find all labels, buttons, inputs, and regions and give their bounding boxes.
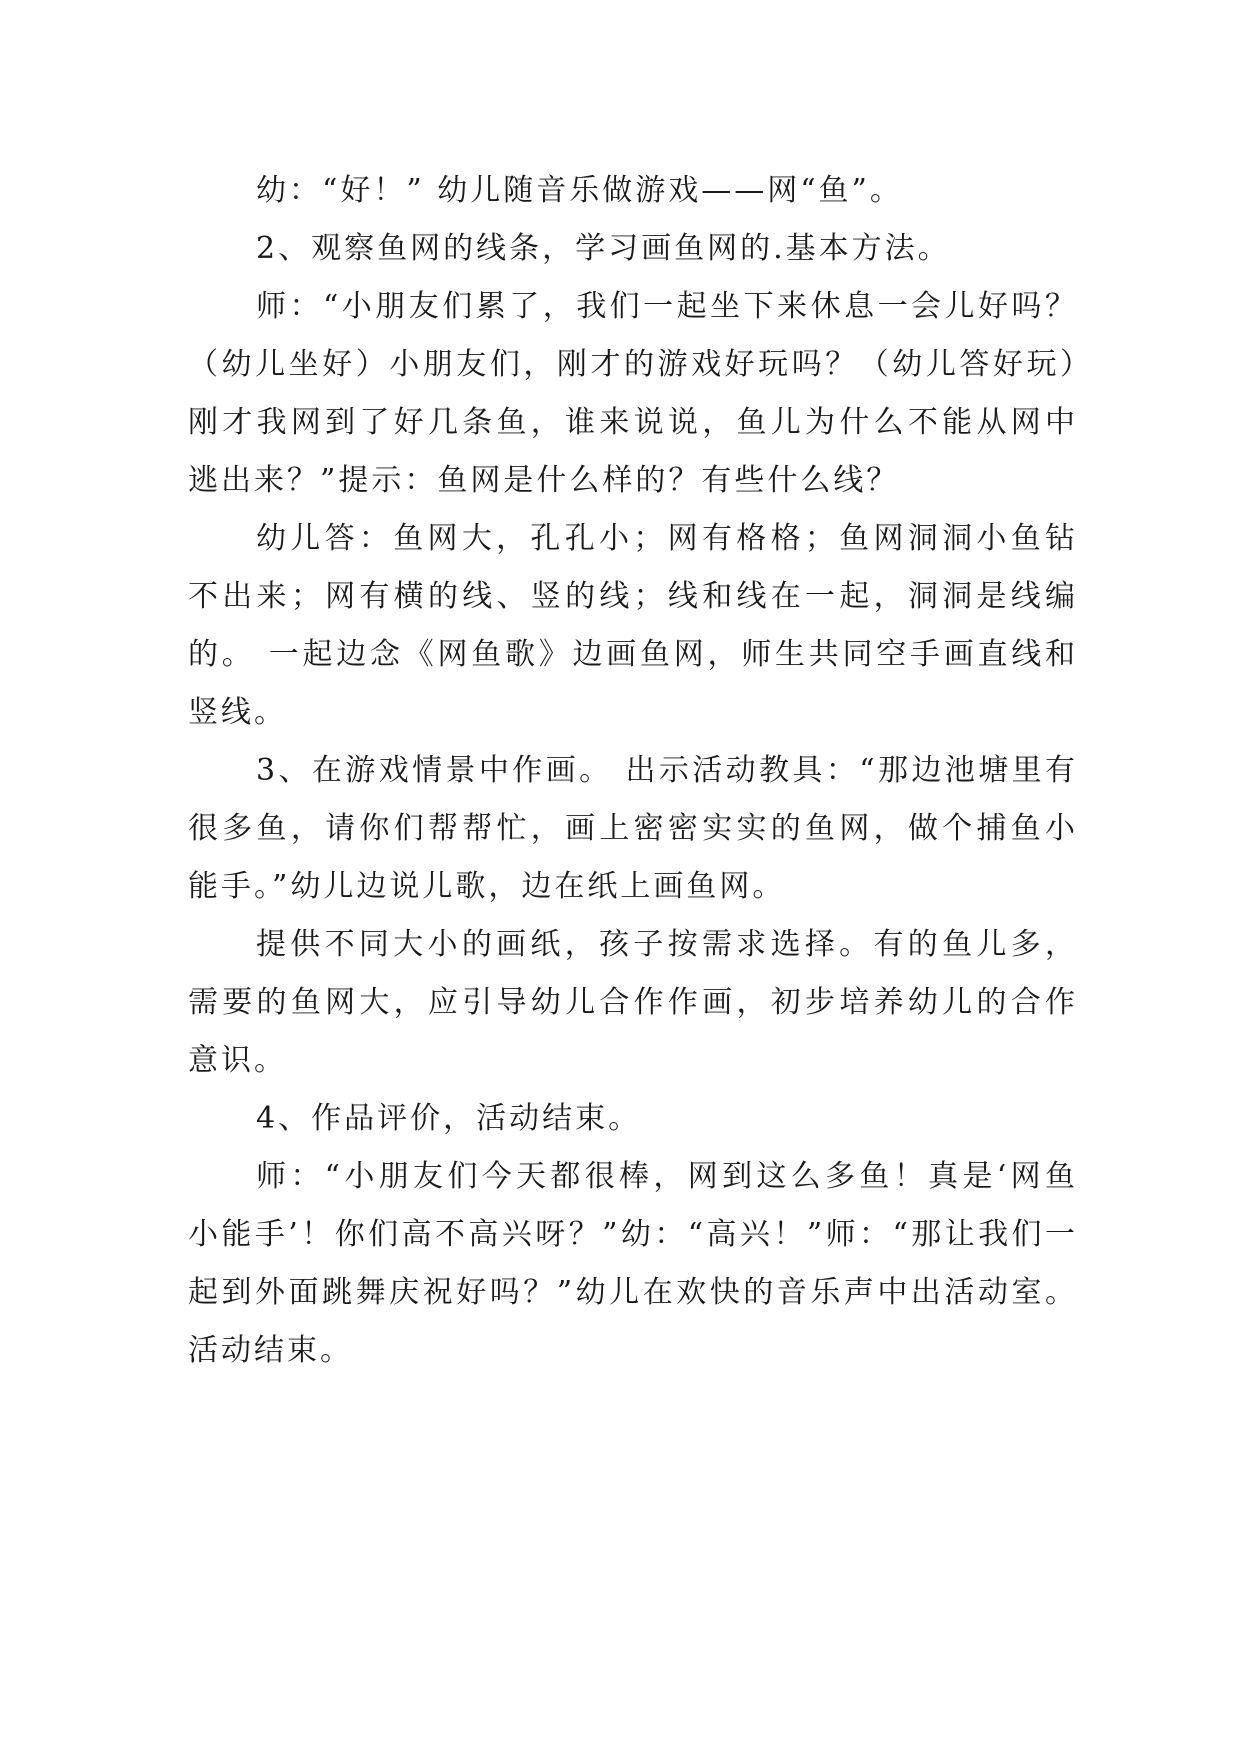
paragraph: 幼儿答：鱼网大，孔孔小；网有格格；鱼网洞洞小鱼钻不出来；网有横的线、竖的线；线和线在一起，洞洞是线编的。 一起边念《网鱼歌》边画鱼网，师生共同空手画直线和竖线。 (188, 521, 1078, 730)
paragraph: 4、作品评价，活动结束。 (256, 1101, 642, 1136)
paragraph: 3、在游戏情景中作画。 出示活动教具：“那边池塘里有很多鱼，请你们帮帮忙，画上密密实实的鱼网，做个捕鱼小能手。”幼儿边说儿歌，边在纸上画鱼网。 (188, 753, 1078, 904)
document-body (188, 162, 1078, 1380)
paragraph: 2、观察鱼网的线条，学习画鱼网的.基本方法。 (256, 231, 951, 266)
paragraph: 师：“小朋友们今天都很棒，网到这么多鱼！真是‘网鱼小能手’！你们高不高兴呀？”幼：“高兴！”师：“那让我们一起到外面跳舞庆祝好吗？”幼儿在欢快的音乐声中出活动室。活动结束。 (188, 1159, 1078, 1368)
paragraph: 幼：“好！” 幼儿随音乐做游戏——网“鱼”。 (256, 173, 903, 208)
paragraph: 师：“小朋友们累了，我们一起坐下来休息一会儿好吗？（幼儿坐好）小朋友们，刚才的游戏好玩吗？（幼儿答好玩）刚才我网到了好几条鱼，谁来说说，鱼儿为什么不能从网中逃出来？”提示：鱼网是什么样的？有些什么线？ (188, 289, 1078, 498)
paragraph: 提供不同大小的画纸，孩子按需求选择。有的鱼儿多，需要的鱼网大，应引导幼儿合作作画，初步培养幼儿的合作意识。 (188, 927, 1078, 1078)
